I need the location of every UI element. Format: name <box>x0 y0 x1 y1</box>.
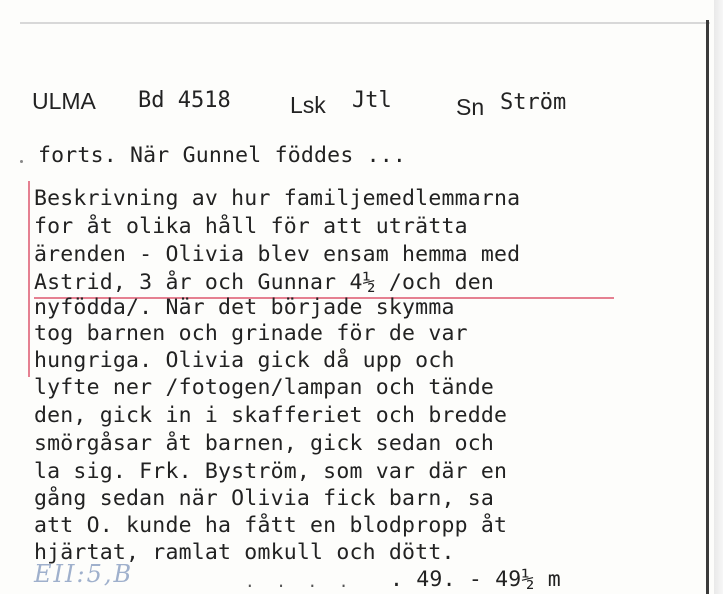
text-line: hjärtat, ramlat omkull och dött. <box>34 540 455 565</box>
text-line: smörgåsar åt barnen, gick sedan och <box>34 431 495 456</box>
text-line: for åt olika håll för att uträtta <box>34 214 468 239</box>
text-line: hungriga. Olivia gick då upp och <box>34 348 455 373</box>
age-range: . 49. - 49½ m <box>390 567 561 592</box>
record-number: Bd 4518 <box>138 88 231 113</box>
footer-dots: . . . . <box>245 572 355 591</box>
card-top-edge <box>20 22 710 24</box>
text-line: gång sedan när Olivia fick barn, sa <box>34 486 495 511</box>
text-line: ärenden - Olivia blev ensam hemma med <box>34 242 521 267</box>
parish-label: Sn <box>456 94 485 120</box>
text-line: tog barnen och grinade för de var <box>34 321 468 346</box>
red-margin-mark <box>28 181 30 377</box>
county-label: Lsk <box>290 92 326 118</box>
card-stack-edge <box>714 0 723 594</box>
text-line: den, gick in i skafferiet och bredde <box>34 403 508 428</box>
ink-dot <box>20 160 23 163</box>
text-line: att O. kunde ha fått en blodpropp åt <box>34 513 508 538</box>
continuation-line: forts. När Gunnel föddes ... <box>38 143 407 168</box>
text-line: Beskrivning av hur familjemedlemmarna <box>34 186 521 211</box>
text-line: Astrid, 3 år och Gunnar 4½ /och den <box>34 270 495 295</box>
text-line: nyfödda/. När det började skymma <box>34 295 455 320</box>
card-header <box>0 86 700 122</box>
parish-value: Ström <box>500 90 567 115</box>
archive-name: ULMA <box>32 88 96 114</box>
text-line: lyfte ner /fotogen/lampan och tände <box>34 375 495 400</box>
card-right-edge <box>706 20 709 594</box>
county-value: Jtl <box>352 88 392 113</box>
text-line: la sig. Frk. Byström, som var där en <box>34 459 508 484</box>
classification-code: EII:5,B <box>34 560 134 588</box>
